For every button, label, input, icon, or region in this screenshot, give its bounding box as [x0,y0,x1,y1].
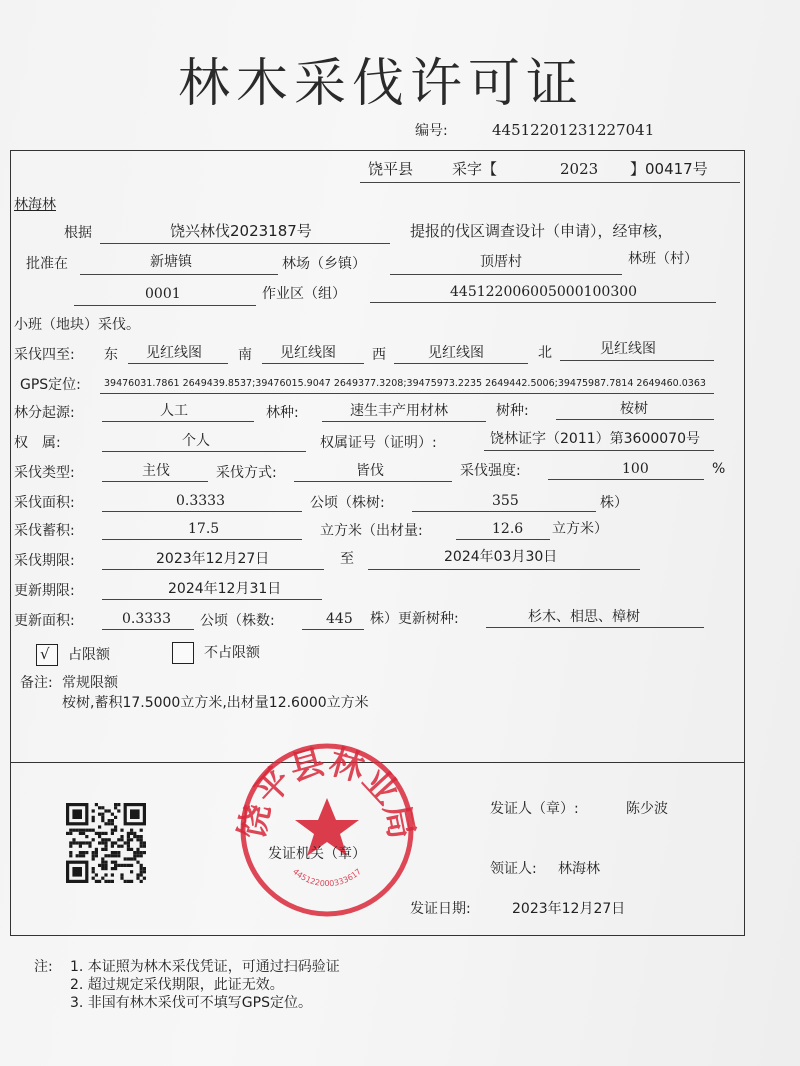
note-item: 1. 本证照为林木采伐凭证，可通过扫码验证 [70,959,340,975]
harvest-trees-unit: 株） [600,495,628,511]
issue-date-label: 发证日期: [410,901,471,917]
approval-label: 批准在 [26,256,68,272]
applicant-name: 林海林 [14,197,56,213]
receiver-name: 林海林 [558,861,600,877]
east-value: 见红线图 [146,345,202,361]
harvest-period-to: 至 [340,551,354,567]
harvest-volume-label: 采伐蓄积: [14,523,75,539]
forest-type-label: 林种: [266,405,299,421]
ownership-value: 个人 [182,433,210,449]
frame-bottom [10,935,744,936]
work-area-number: 0001 [145,286,181,302]
forest-class-label: 林班（村） [628,251,698,267]
issue-date: 2023年12月27日 [512,901,626,917]
origin-value: 人工 [160,403,188,419]
serial-number: 44512201231227041 [492,121,655,139]
work-area-code: 445122006005000100300 [450,284,638,300]
frame-top [10,150,744,151]
harvest-trees-value: 355 [492,493,519,509]
renewal-count: 445 [326,611,353,627]
forest-type-value: 速生丰产用材林 [350,403,448,419]
renewal-species-value: 杉木、相思、樟树 [528,609,640,625]
boundaries-label: 采伐四至: [14,347,75,363]
ownership-cert-label: 权属证号（证明）: [320,435,437,451]
issuer-name: 陈少波 [626,801,668,817]
harvest-intensity-label: 采伐强度: [460,463,521,479]
tree-species-label: 树种: [496,403,529,419]
sub-compartment: 小班（地块）采伐。 [14,317,140,333]
note-item: 2. 超过规定采伐期限，此证无效。 [70,977,284,993]
frame-left [10,150,11,936]
harvest-output-value: 12.6 [492,521,524,537]
check-mark-icon: √ [40,645,50,663]
harvest-period-label: 采伐期限: [14,553,75,569]
renewal-area-value: 0.3333 [122,611,171,627]
origin-label: 林分起源: [14,405,75,421]
renewal-period-value: 2024年12月31日 [168,581,282,597]
forest-farm-label: 林场（乡镇） [282,256,366,272]
permit-number: 】00417号 [630,160,708,178]
gps-label: GPS定位: [20,377,81,393]
qr-code-icon[interactable] [66,800,146,886]
harvest-type-label: 采伐类型: [14,465,75,481]
remarks-line1: 常规限额 [62,675,118,691]
work-area-label: 作业区（组） [262,286,346,302]
approval-village: 顶厝村 [480,254,522,270]
harvest-area-label: 采伐面积: [14,495,75,511]
occupied-quota-label: 占限额 [68,647,110,663]
harvest-volume-unit: 立方米（出材量: [320,523,423,539]
west-label: 西 [372,347,386,363]
ownership-label: 权 属: [14,435,61,451]
frame-right [744,150,745,936]
note-item: 3. 非国有林木采伐可不填写GPS定位。 [70,995,312,1011]
page-title: 林木采伐许可证 [178,54,585,114]
notes-label: 注: [34,959,53,975]
renewal-species-label: 株）更新树种: [370,611,459,627]
not-occupied-quota-label: 不占限额 [204,645,260,661]
ownership-cert-value: 饶林证字（2011）第3600070号 [490,431,700,447]
remarks-line2: 桉树,蓄积17.5000立方米,出材量12.6000立方米 [62,695,369,711]
permit-year: 2023 [560,160,599,178]
county: 饶平县 [368,160,414,178]
harvest-method-value: 皆伐 [356,463,384,479]
remarks-label: 备注: [20,675,53,691]
harvest-area-unit: 公顷（株树: [310,495,385,511]
renewal-area-label: 更新面积: [14,613,75,629]
not-occupied-quota-checkbox[interactable] [172,642,194,664]
harvest-intensity-unit: % [712,461,726,477]
harvest-period-start: 2023年12月27日 [156,551,270,567]
issuer-label: 发证人（章）: [490,801,579,817]
basis-label: 根据 [64,225,92,241]
west-value: 见红线图 [428,345,484,361]
north-value: 见红线图 [600,341,656,357]
harvest-output-unit: 立方米） [552,521,608,537]
approval-town: 新塘镇 [150,254,192,270]
basis-doc: 饶兴林伐2023187号 [170,222,312,240]
tree-species-value: 桉树 [620,401,648,417]
seal-number: 445122000333617 [290,866,364,889]
south-value: 见红线图 [280,345,336,361]
basis-text: 提报的伐区调查设计（申请），经审核， [410,222,673,240]
east-label: 东 [104,347,118,363]
south-label: 南 [238,347,252,363]
gps-value: 39476031.7861 2649439.8537;39476015.9047 2649377.3208;39475973.2235 2649442.5006;39475987.7814 2649460.0363 [104,378,706,389]
seal-text: 饶平县林业局 [232,741,422,843]
serial-label: 编号: [415,123,448,139]
harvest-period-end: 2024年03月30日 [444,549,558,565]
harvest-type-value: 主伐 [142,463,170,479]
harvest-method-label: 采伐方式: [216,465,277,481]
permit-prefix: 采字【 [452,160,498,178]
harvest-volume-value: 17.5 [188,521,220,537]
renewal-period-label: 更新期限: [14,583,75,599]
harvest-area-value: 0.3333 [176,493,225,509]
receiver-label: 领证人: [490,861,537,877]
svg-text:445122000333617 [291,867,363,888]
issuing-agency-label: 发证机关（章） [268,846,366,862]
occupied-quota-checkbox[interactable] [36,644,58,666]
renewal-area-unit: 公顷（株数: [200,613,275,629]
official-seal [232,740,422,920]
harvest-intensity-value: 100 [622,461,649,477]
north-label: 北 [538,345,552,361]
